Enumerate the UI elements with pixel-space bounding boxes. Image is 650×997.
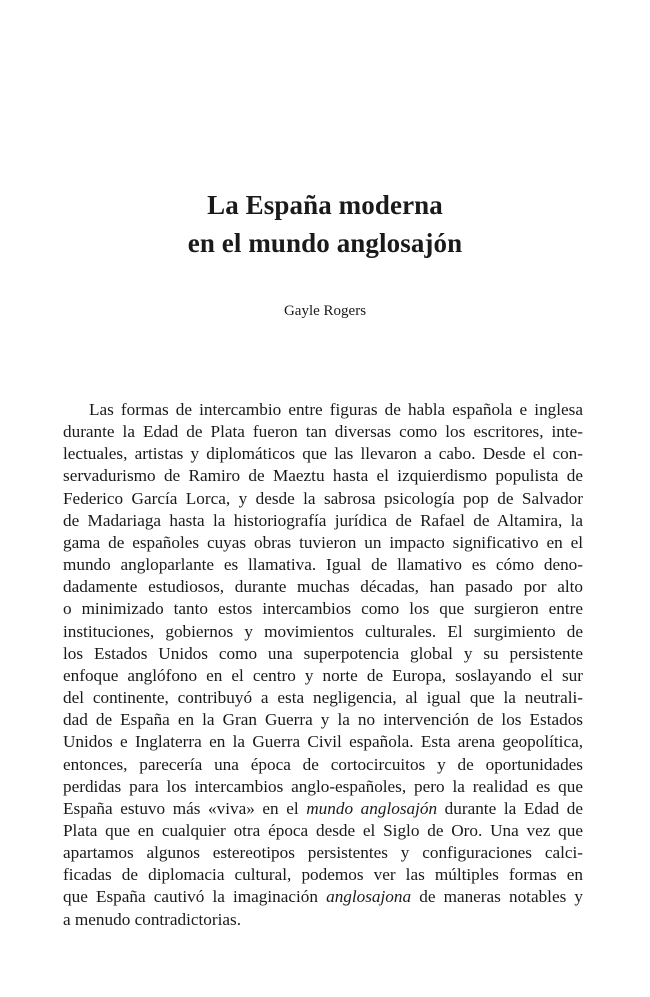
paragraph-line: los Estados Unidos como una superpotencia global y su persistente bbox=[63, 643, 583, 663]
author-name: Gayle Rogers bbox=[283, 303, 367, 319]
chapter-title-line-2: en el mundo anglosajón bbox=[187, 228, 463, 258]
paragraph-line: entonces, parecería una época de cortocircuitos y de oportunidades bbox=[63, 754, 583, 774]
paragraph-line: dadamente estudiosos, durante muchas décadas, han pasado por alto bbox=[63, 577, 583, 597]
paragraph-line: ficadas de diplomacia cultural, podemos ver las múltiples formas en bbox=[63, 865, 583, 885]
paragraph-line: perdidas para los intercambios anglo-españoles, pero la realidad es que bbox=[63, 776, 583, 796]
paragraph-line: Plata que en cualquier otra época desde el Siglo de Oro. Una vez que bbox=[63, 820, 583, 840]
italic-phrase: anglosajona bbox=[326, 887, 412, 907]
paragraph-line: Las formas de intercambio entre figuras de habla española e inglesa bbox=[89, 400, 583, 419]
paragraph-line: enfoque anglófono en el centro y norte de Europa, soslayando el sur bbox=[63, 665, 583, 685]
paragraph-line: Federico García Lorca, y desde la sabrosa psicología pop de Salvador bbox=[63, 488, 583, 508]
paragraph-line: o minimizado tanto estos intercambios como los que surgieron entre bbox=[63, 599, 583, 619]
paragraph-line: del continente, contribuyó a esta negligencia, al igual que la neutrali- bbox=[63, 688, 583, 708]
paragraph-line: instituciones, gobiernos y movimientos culturales. El surgimiento de bbox=[63, 621, 583, 641]
paragraph-line: a menudo contradictorias. bbox=[63, 909, 242, 929]
paragraph-line: gama de españoles cuyas obras tuvieron un impacto significativo en el bbox=[63, 532, 583, 552]
paragraph-line: de Madariaga hasta la historiografía jurídica de Rafael de Altamira, la bbox=[63, 510, 583, 530]
italic-phrase: mundo anglosajón bbox=[306, 798, 438, 818]
paragraph-line: lectuales, artistas y diplomáticos que las llevaron a cabo. Desde el con- bbox=[63, 444, 583, 464]
paragraph-line: durante la Edad de Plata fueron tan diversas como los escritores, inte- bbox=[63, 422, 583, 442]
paragraph-line: España estuvo más «viva» en el mundo anglosajón durante la Edad de bbox=[63, 798, 583, 818]
paragraph-line: dad de España en la Gran Guerra y la no intervención de los Estados bbox=[63, 710, 583, 730]
paragraph-line: apartamos algunos estereotipos persistentes y configuraciones calci- bbox=[63, 843, 583, 863]
paragraph-line: Unidos e Inglaterra en la Guerra Civil española. Esta arena geopolítica, bbox=[63, 732, 583, 752]
chapter-title-line-1: La España moderna bbox=[207, 190, 443, 220]
body-paragraph bbox=[63, 399, 583, 931]
paragraph-line: servadurismo de Ramiro de Maeztu hasta el izquierdismo populista de bbox=[63, 466, 583, 486]
paragraph-line: que España cautivó la imaginación anglosajona de maneras notables y bbox=[63, 887, 583, 907]
paragraph-line: mundo angloparlante es llamativa. Igual de llamativo es cómo deno- bbox=[63, 555, 583, 575]
